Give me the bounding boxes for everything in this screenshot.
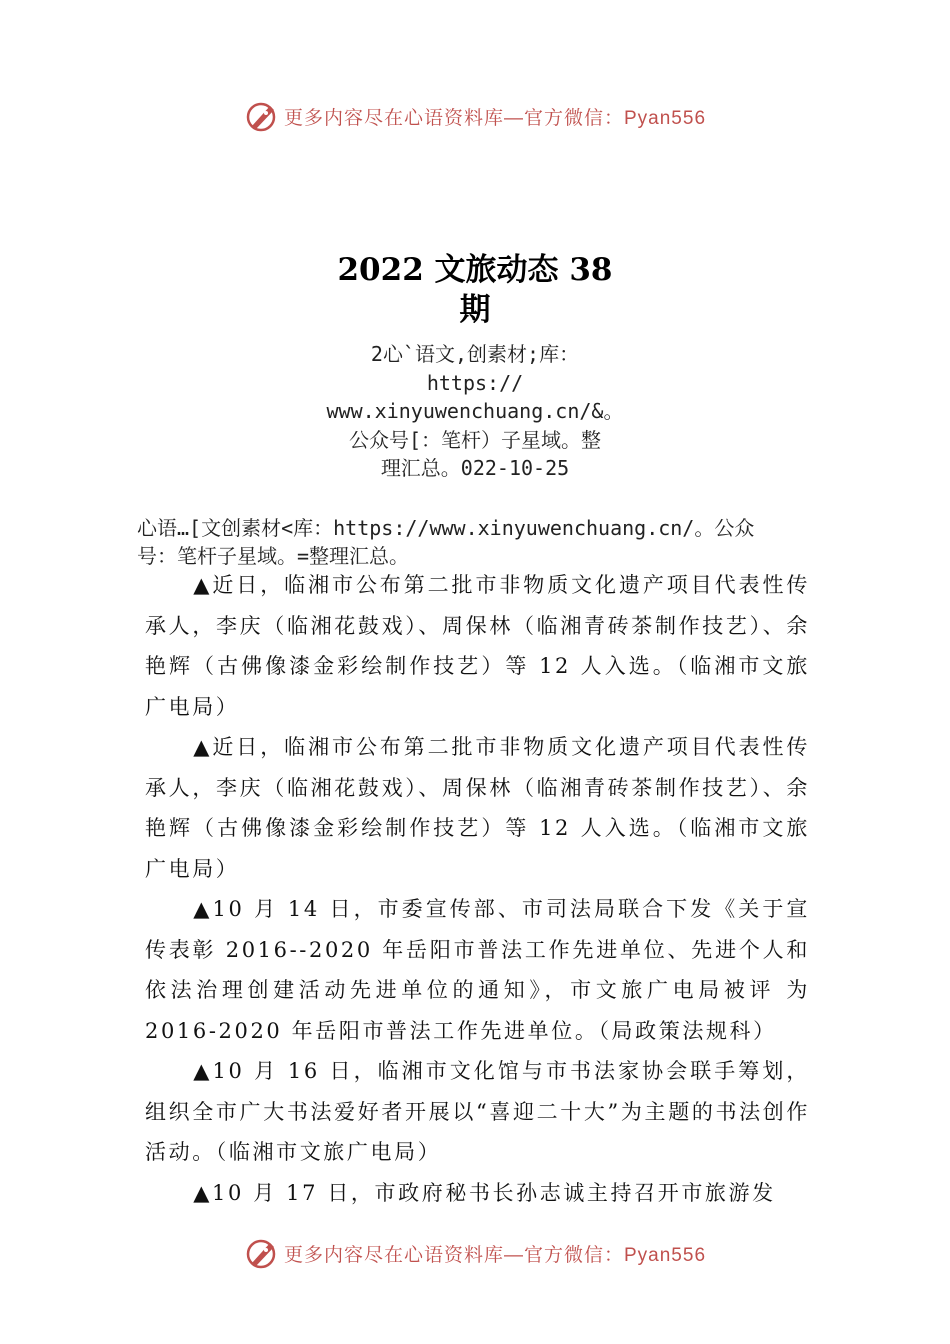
watermark-contact: 官方微信： xyxy=(523,106,624,129)
info-line: 2心`语文,创素材;库： xyxy=(370,342,580,366)
news-paragraph: ▲近日，临湘市公布第二批市非物质文化遗产项目代表性传承人，李庆（临湘花鼓戏）、周保林（临湘青砖茶制作技艺）、余艳辉（古佛像漆金彩绘制作技艺）等 12 人入选。（临湘市文旅广电局） xyxy=(145,735,810,881)
source-line: 号：笔杆子星域。=整理汇总。 xyxy=(137,544,410,568)
watermark-text xyxy=(284,103,706,130)
bottom-watermark-banner xyxy=(0,1233,950,1273)
watermark-wechat-id: Pyan556 xyxy=(624,1244,707,1266)
source-info-block xyxy=(0,340,950,483)
news-paragraph: ▲10 月 17 日，市政府秘书长孙志诚主持召开市旅游发 xyxy=(193,1180,776,1205)
watermark-site: 更多内容尽在心语资料库 xyxy=(283,106,504,129)
info-line: 理汇总。022-10-25 xyxy=(380,456,570,480)
watermark-wechat-id: Pyan556 xyxy=(624,107,707,129)
watermark-separator: — xyxy=(503,1244,524,1266)
watermark-text xyxy=(284,1240,706,1267)
info-line: https:// xyxy=(426,370,524,395)
pen-logo-icon xyxy=(244,1235,280,1271)
news-paragraph: ▲10 月 16 日，临湘市文化馆与市书法家协会联手筹划，组织全市广大书法爱好者开展以“喜迎二十大”为主题的书法创作活动。（临湘市文旅广电局） xyxy=(145,1059,810,1164)
watermark-site: 更多内容尽在心语资料库 xyxy=(283,1243,504,1266)
pen-logo-icon xyxy=(244,98,280,134)
news-body xyxy=(145,565,810,1213)
top-watermark-banner xyxy=(0,96,950,136)
watermark-contact: 官方微信： xyxy=(523,1243,624,1266)
info-line: 公众号[：笔杆）子星域。整 xyxy=(348,427,602,452)
news-paragraph: ▲10 月 14 日，市委宣传部、市司法局联合下发《关于宣传表彰 2016--2020 年岳阳市普法工作先进单位、先进个人和依法治理创建活动先进单位的通知》，市文旅广电局被评 为2016-2020 年岳阳市普法工作先进单位。（局政策法规科） xyxy=(145,897,810,1043)
info-line: www.xinyuwenchuang.cn/&。 xyxy=(326,399,624,423)
source-line: 心语…[文创素材<库：https://www.xinyuwenchuang.cn/。公众 xyxy=(137,516,755,540)
title-line-2: 期 xyxy=(459,292,491,328)
watermark-separator: — xyxy=(503,107,524,129)
source-note xyxy=(137,514,837,570)
page-title xyxy=(0,250,950,330)
news-paragraph: ▲近日，临湘市公布第二批市非物质文化遗产项目代表性传承人，李庆（临湘花鼓戏）、周保林（临湘青砖茶制作技艺）、余艳辉（古佛像漆金彩绘制作技艺）等 12 人入选。（临湘市文旅广电局） xyxy=(145,573,810,719)
title-line-1: 2022 文旅动态 38 xyxy=(337,252,613,288)
